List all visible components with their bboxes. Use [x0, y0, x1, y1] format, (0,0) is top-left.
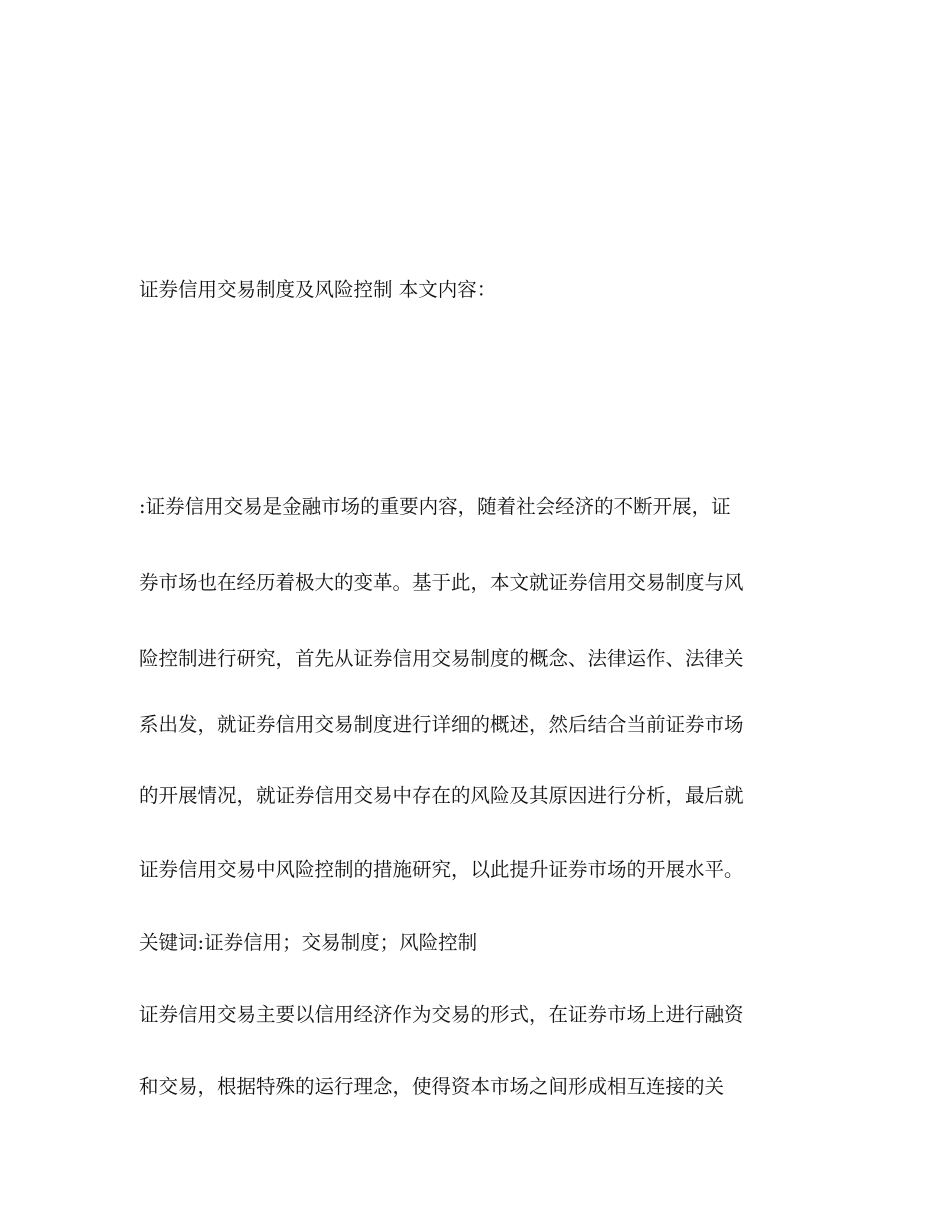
abstract-line-5: 的开展情况，就证券信用交易中存在的风险及其原因进行分析，最后就 — [139, 784, 744, 807]
abstract-line-3: 险控制进行研究，首先从证券信用交易制度的概念、法律运作、法律关 — [139, 647, 744, 670]
document-title-line: 证券信用交易制度及风险控制 本文内容： — [139, 278, 497, 301]
keywords-line: 关键词:证券信用；交易制度；风险控制 — [139, 931, 478, 954]
body-line-1: 证券信用交易主要以信用经济作为交易的形式，在证券市场上进行融资 — [139, 1003, 744, 1026]
abstract-line-1: :证券信用交易是金融市场的重要内容，随着社会经济的不断开展，证 — [139, 495, 731, 518]
abstract-line-6: 证券信用交易中风险控制的措施研究，以此提升证券市场的开展水平。 — [139, 858, 744, 881]
body-line-2: 和交易，根据特殊的运行理念，使得资本市场之间形成相互连接的关 — [139, 1075, 725, 1098]
abstract-line-2: 券市场也在经历着极大的变革。基于此，本文就证券信用交易制度与风 — [139, 571, 744, 594]
abstract-line-4: 系出发，就证券信用交易制度进行详细的概述，然后结合当前证券市场 — [139, 713, 744, 736]
